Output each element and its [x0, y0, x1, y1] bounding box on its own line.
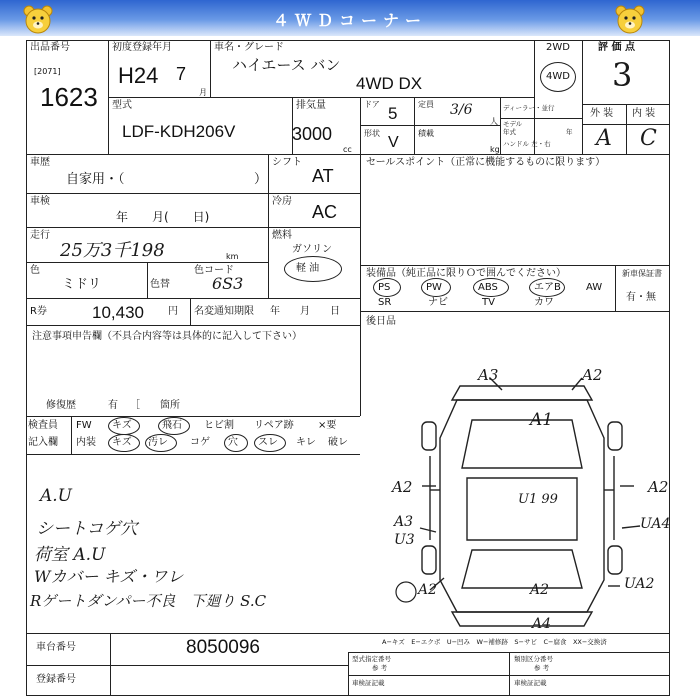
mark-front-bumper-left: A3 [478, 366, 499, 384]
load-label: 積載 [418, 129, 434, 138]
capacity-unit: 人 [490, 117, 498, 126]
mileage-unit: km [226, 252, 239, 261]
displacement-value: 3000 [292, 124, 333, 144]
mark-hood: A1 [530, 410, 554, 430]
note-line-5: Rゲートダンパー不良 下廻り S.C [30, 592, 267, 610]
note-line-2: シートコゲ穴 [36, 519, 138, 539]
registration-month-unit: 月 [199, 88, 207, 97]
interior-label: 内 装 [632, 108, 656, 119]
equip-navi: ナビ [428, 297, 448, 308]
inspector-fw: FW [76, 420, 92, 431]
footer-category: 類別区分番号 [514, 655, 553, 663]
equip-ps: PS [378, 282, 391, 293]
exterior-value: A [596, 126, 612, 151]
page-title: ４ＷＤコーナー [272, 11, 427, 30]
name-change-value: 年 月 日 [270, 306, 340, 317]
mark-roof: U1 99 [518, 492, 558, 507]
bear-mascot-icon [22, 4, 54, 34]
inspector-dirt: 汚レ [148, 437, 168, 448]
inspector-interior: 内装 [76, 437, 96, 448]
inspector-repair: リペア跡 [254, 420, 294, 431]
registration-year: H24 [118, 63, 159, 88]
footer-regdoc-1: 車検証記載 [352, 679, 385, 687]
displacement-label: 排気量 [296, 100, 326, 111]
model-year-value: 年 [566, 128, 573, 136]
equip-abs: ABS [478, 282, 498, 293]
inspection-label: 車検 [30, 196, 50, 207]
inspector-int-scratch-circle [108, 434, 140, 452]
equip-airbag-circle [529, 278, 565, 297]
inspector-dirt-circle [145, 434, 177, 452]
mileage-value: 25万3千198 [60, 240, 165, 261]
color-number-label: 色替 [150, 279, 170, 290]
lot-code: [2071] [34, 67, 61, 76]
color-label: 色 [30, 265, 40, 276]
damage-legend: A−キズ E−エクボ U−凹み W−補修跡 S−サビ C−腐食 XX−交換済 [382, 638, 607, 646]
drive-2wd: 2WD [546, 42, 570, 53]
inspection-value: 年 月( 日) [116, 210, 210, 224]
inspector-rub: スレ [258, 437, 278, 448]
report-label: 注意事項申告欄（不具合内容等は具体的に記入して下さい） [32, 331, 302, 342]
sales-point-label: セールスポイント（正常に機能するものに限ります） [366, 157, 606, 168]
interior-value: C [640, 126, 657, 151]
load-unit: kg [490, 145, 500, 154]
inspector-hole-circle [224, 434, 248, 452]
recycle-value: 10,430 [92, 303, 144, 322]
equipment-label: 装備品（純正品に限りＯで囲んでください） [366, 268, 566, 279]
repair-label: 修復歴 [46, 400, 76, 411]
displacement-unit: cc [343, 145, 352, 154]
capacity-label: 定員 [418, 100, 434, 109]
score-value: 3 [612, 56, 633, 94]
type-label: 型式 [112, 100, 132, 111]
equip-tv: TV [482, 297, 495, 308]
color-code-label: 色コード [194, 265, 234, 276]
mark-left-rear: A2 [418, 582, 438, 598]
color-value: ミドリ [62, 277, 102, 292]
mark-rear-bumper: A4 [532, 616, 552, 632]
inspector-cut: キレ [296, 437, 316, 448]
model-name: ハイエース バン [232, 56, 341, 74]
mark-left-side: A3 [394, 514, 414, 530]
inspector-scratch-circle [108, 417, 140, 435]
mark-right-side: UA4 [640, 516, 671, 532]
ac-value: AC [312, 202, 338, 222]
repair-note: ［ 箇所 [130, 400, 180, 411]
equip-leather: カワ [534, 297, 554, 308]
lot-label: 出品番号 [30, 42, 70, 53]
mark-left-side-2: U3 [394, 532, 415, 548]
doors-label: ドア [364, 100, 380, 109]
footer-regdoc-2: 車検証記載 [514, 679, 547, 687]
score-label: 評 価 点 [598, 42, 635, 53]
exterior-label: 外 装 [590, 108, 614, 119]
inspector-scratch: キズ [112, 420, 132, 431]
fuel-label: 燃料 [272, 230, 292, 241]
footer-designation: 型式指定番号 [352, 655, 391, 663]
shape-label: 形状 [364, 129, 380, 138]
mark-right-rear: UA2 [624, 576, 655, 592]
color-code-value: 6S3 [212, 274, 244, 293]
fuel-diesel: 軽 油 [296, 263, 320, 274]
mark-front-bumper-right: A2 [582, 366, 603, 384]
history-value: 自家用・（ [66, 172, 125, 187]
dealer-label: ディーラー・並行 [503, 104, 555, 112]
mark-left-front: A2 [392, 478, 413, 496]
handle-label: ハンドル 左・右 [503, 140, 551, 148]
ac-label: 冷房 [272, 196, 292, 207]
equip-sr: SR [378, 297, 392, 308]
equip-abs-circle [473, 278, 509, 297]
drive-4wd: 4WD [546, 71, 570, 82]
fuel-gasoline: ガソリン [292, 244, 332, 255]
doors-value: 5 [388, 104, 398, 123]
equip-pw-circle [421, 278, 451, 297]
plate-label: 登録番号 [36, 674, 76, 685]
equip-airbag: エアB [534, 282, 561, 293]
type-value: LDF-KDH206V [122, 122, 236, 141]
inspector-crack: ヒビ割 [204, 420, 234, 431]
registration-label: 初度登録年月 [112, 42, 172, 53]
recycle-unit: 円 [168, 306, 178, 317]
inspector-label-1: 検査員 [28, 420, 58, 431]
name-change-label: 名変通知期限 [194, 306, 254, 317]
footer-ref-1: 参 考 [372, 664, 388, 672]
mark-right-front: A2 [648, 478, 669, 496]
inspector-rub-circle [254, 434, 286, 452]
inspector-label-2: 記入欄 [28, 437, 58, 448]
equip-aw: AW [586, 282, 603, 293]
note-line-3: 荷室 A.U [34, 545, 106, 565]
capacity-value: 3/6 [450, 102, 473, 118]
history-close: ） [254, 172, 268, 187]
bear-mascot-icon [614, 4, 646, 34]
registration-month: 7 [176, 64, 187, 84]
equip-pw: PW [426, 282, 442, 293]
inspector-tear: 破レ [328, 437, 348, 448]
model-year-label1: モデル [503, 120, 523, 128]
shape-value: V [388, 134, 399, 151]
model-grade: 4WD DX [356, 74, 423, 93]
inspector-chip-circle [158, 417, 190, 435]
mileage-label: 走行 [30, 230, 50, 241]
repair-value: 有 [108, 400, 118, 411]
warranty-value: 有・無 [626, 292, 656, 303]
model-label: 車名・グレード [214, 42, 284, 53]
footer-ref-2: 参 考 [534, 664, 550, 672]
inspector-required: ×要 [318, 420, 337, 431]
inspector-chip: 飛石 [162, 420, 182, 431]
recycle-label: R券 [30, 306, 47, 317]
warranty-label: 新車保証書 [622, 269, 662, 278]
inspector-int-scratch: キズ [112, 437, 132, 448]
history-label: 車歴 [30, 157, 50, 168]
chassis-label: 車台番号 [36, 642, 76, 653]
mark-rear: A2 [530, 582, 550, 598]
shift-label: シフト [272, 157, 302, 168]
chassis-value: 8050096 [186, 637, 260, 658]
inspector-burn: コゲ [190, 437, 210, 448]
shift-value: AT [312, 166, 334, 186]
note-line-1: A.U [40, 486, 73, 506]
note-line-4: Wカバー キズ・ワレ [34, 567, 184, 586]
inspector-hole: 穴 [228, 437, 238, 448]
rear-seat-label: 後日品 [366, 316, 396, 327]
equip-ps-circle [373, 278, 401, 297]
model-year-label2: 年式 [503, 128, 516, 136]
lot-number: 1623 [40, 82, 98, 112]
